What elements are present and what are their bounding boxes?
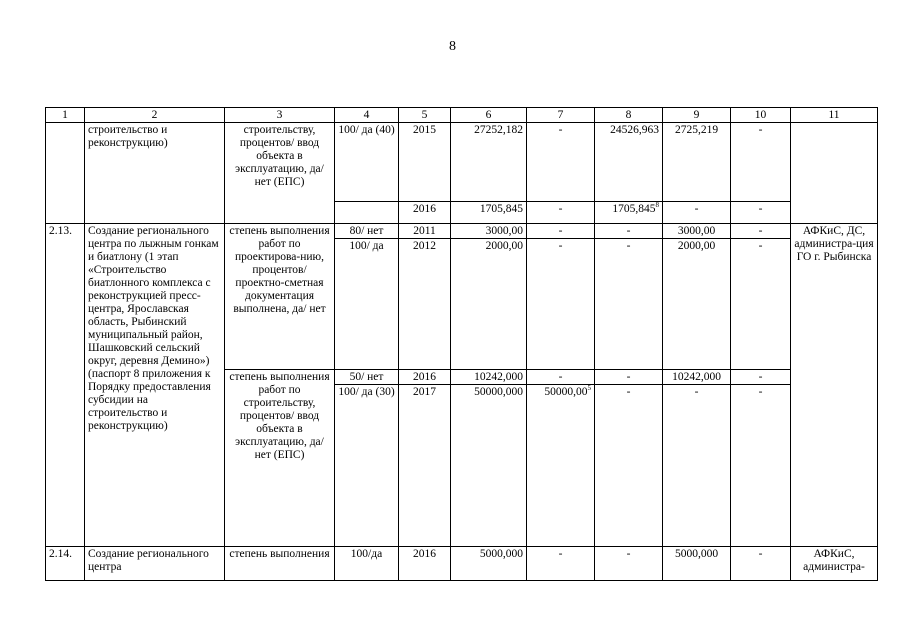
col7-cell: - <box>527 547 595 581</box>
header-cell: 11 <box>791 108 878 123</box>
year-cell: 2012 <box>399 239 451 370</box>
executor-cell: АФКиС, ДС, администра-ция ГО г. Рыбинска <box>791 224 878 547</box>
table-row <box>46 123 878 202</box>
item-number-cell: 2.13. <box>46 224 85 547</box>
total-cell: 1705,845 <box>451 202 527 224</box>
item-number-cell: 2.14. <box>46 547 85 581</box>
header-row <box>46 108 878 123</box>
col7-value: 50000,00 <box>544 386 588 398</box>
table-row <box>46 224 878 239</box>
footnote-marker: 8 <box>655 201 659 210</box>
col9-cell: 2000,00 <box>663 239 731 370</box>
target-cell: 100/да <box>335 547 399 581</box>
total-cell: 2000,00 <box>451 239 527 370</box>
year-cell: 2015 <box>399 123 451 202</box>
header-cell: 7 <box>527 108 595 123</box>
col7-cell: - <box>527 239 595 370</box>
col10-cell: - <box>731 370 791 385</box>
col8-cell: - <box>595 385 663 547</box>
total-cell: 27252,182 <box>451 123 527 202</box>
col9-cell: 10242,000 <box>663 370 731 385</box>
target-cell: 100/ да <box>335 239 399 370</box>
col8-cell <box>595 123 663 202</box>
col7-cell: - <box>527 370 595 385</box>
item-name-cell: строительство и реконструкцию) <box>85 123 225 224</box>
col8-cell: - <box>595 370 663 385</box>
header-cell: 8 <box>595 108 663 123</box>
col9-cell: - <box>663 385 731 547</box>
col9-cell: 3000,00 <box>663 224 731 239</box>
col9-cell: 5000,000 <box>663 547 731 581</box>
year-cell: 2016 <box>399 202 451 224</box>
col9-cell: 2725,219 <box>663 123 731 202</box>
executor-cell <box>791 123 878 224</box>
target-cell: 100/ да (40) <box>335 123 399 202</box>
header-cell: 5 <box>399 108 451 123</box>
indicator-cell: степень выполнения работ по строительству, процентов/ ввод объекта в эксплуатацию, да/ нет (ЕПС) <box>225 370 335 547</box>
year-cell: 2017 <box>399 385 451 547</box>
total-cell: 10242,000 <box>451 370 527 385</box>
header-cell: 6 <box>451 108 527 123</box>
footnote-marker: 5 <box>587 384 591 393</box>
col7-cell <box>527 385 595 547</box>
total-cell: 5000,000 <box>451 547 527 581</box>
col8-value: 24526,963 <box>610 124 659 136</box>
item-name-cell: Создание регионального центра по лыжным гонкам и биатлону (1 этап «Строительство биатлонного комплекса с реконструкцией пресс-центра, Ярославская область, Рыбинский муниципальный район, Шашковский сельский округ, деревня Демино») (паспорт 8 приложения к Порядку предоставления субсидии на строительство и реконструкцию) <box>85 224 225 547</box>
col8-cell <box>595 202 663 224</box>
col9-cell: - <box>663 202 731 224</box>
col8-cell: - <box>595 239 663 370</box>
page-number: 8 <box>449 39 456 54</box>
col10-cell: - <box>731 202 791 224</box>
col10-cell: - <box>731 385 791 547</box>
header-cell: 4 <box>335 108 399 123</box>
table-row <box>46 547 878 581</box>
target-cell <box>335 202 399 224</box>
indicator-cell: строительству, процентов/ ввод объекта в эксплуатацию, да/ нет (ЕПС) <box>225 123 335 224</box>
col8-cell: - <box>595 224 663 239</box>
col7-cell: - <box>527 123 595 202</box>
indicator-cell: степень выполнения <box>225 547 335 581</box>
total-cell: 3000,00 <box>451 224 527 239</box>
year-cell: 2016 <box>399 547 451 581</box>
year-cell: 2016 <box>399 370 451 385</box>
item-name-cell: Создание регионального центра <box>85 547 225 581</box>
header-cell: 2 <box>85 108 225 123</box>
total-cell: 50000,000 <box>451 385 527 547</box>
header-cell: 9 <box>663 108 731 123</box>
year-cell: 2011 <box>399 224 451 239</box>
col8-value: 1705,845 <box>612 203 656 215</box>
col8-cell: - <box>595 547 663 581</box>
indicator-cell: степень выполнения работ по проектирова-нию, процентов/ проектно-сметная документация выполнена, да/ нет <box>225 224 335 370</box>
col7-cell: - <box>527 202 595 224</box>
header-cell: 10 <box>731 108 791 123</box>
executor-cell: АФКиС, администра- <box>791 547 878 581</box>
target-cell: 80/ нет <box>335 224 399 239</box>
col10-cell: - <box>731 547 791 581</box>
target-cell: 100/ да (30) <box>335 385 399 547</box>
item-number-cell <box>46 123 85 224</box>
col10-cell: - <box>731 224 791 239</box>
header-cell: 1 <box>46 108 85 123</box>
header-cell: 3 <box>225 108 335 123</box>
program-table <box>45 107 878 581</box>
col10-cell: - <box>731 123 791 202</box>
col10-cell: - <box>731 239 791 370</box>
col7-cell: - <box>527 224 595 239</box>
target-cell: 50/ нет <box>335 370 399 385</box>
